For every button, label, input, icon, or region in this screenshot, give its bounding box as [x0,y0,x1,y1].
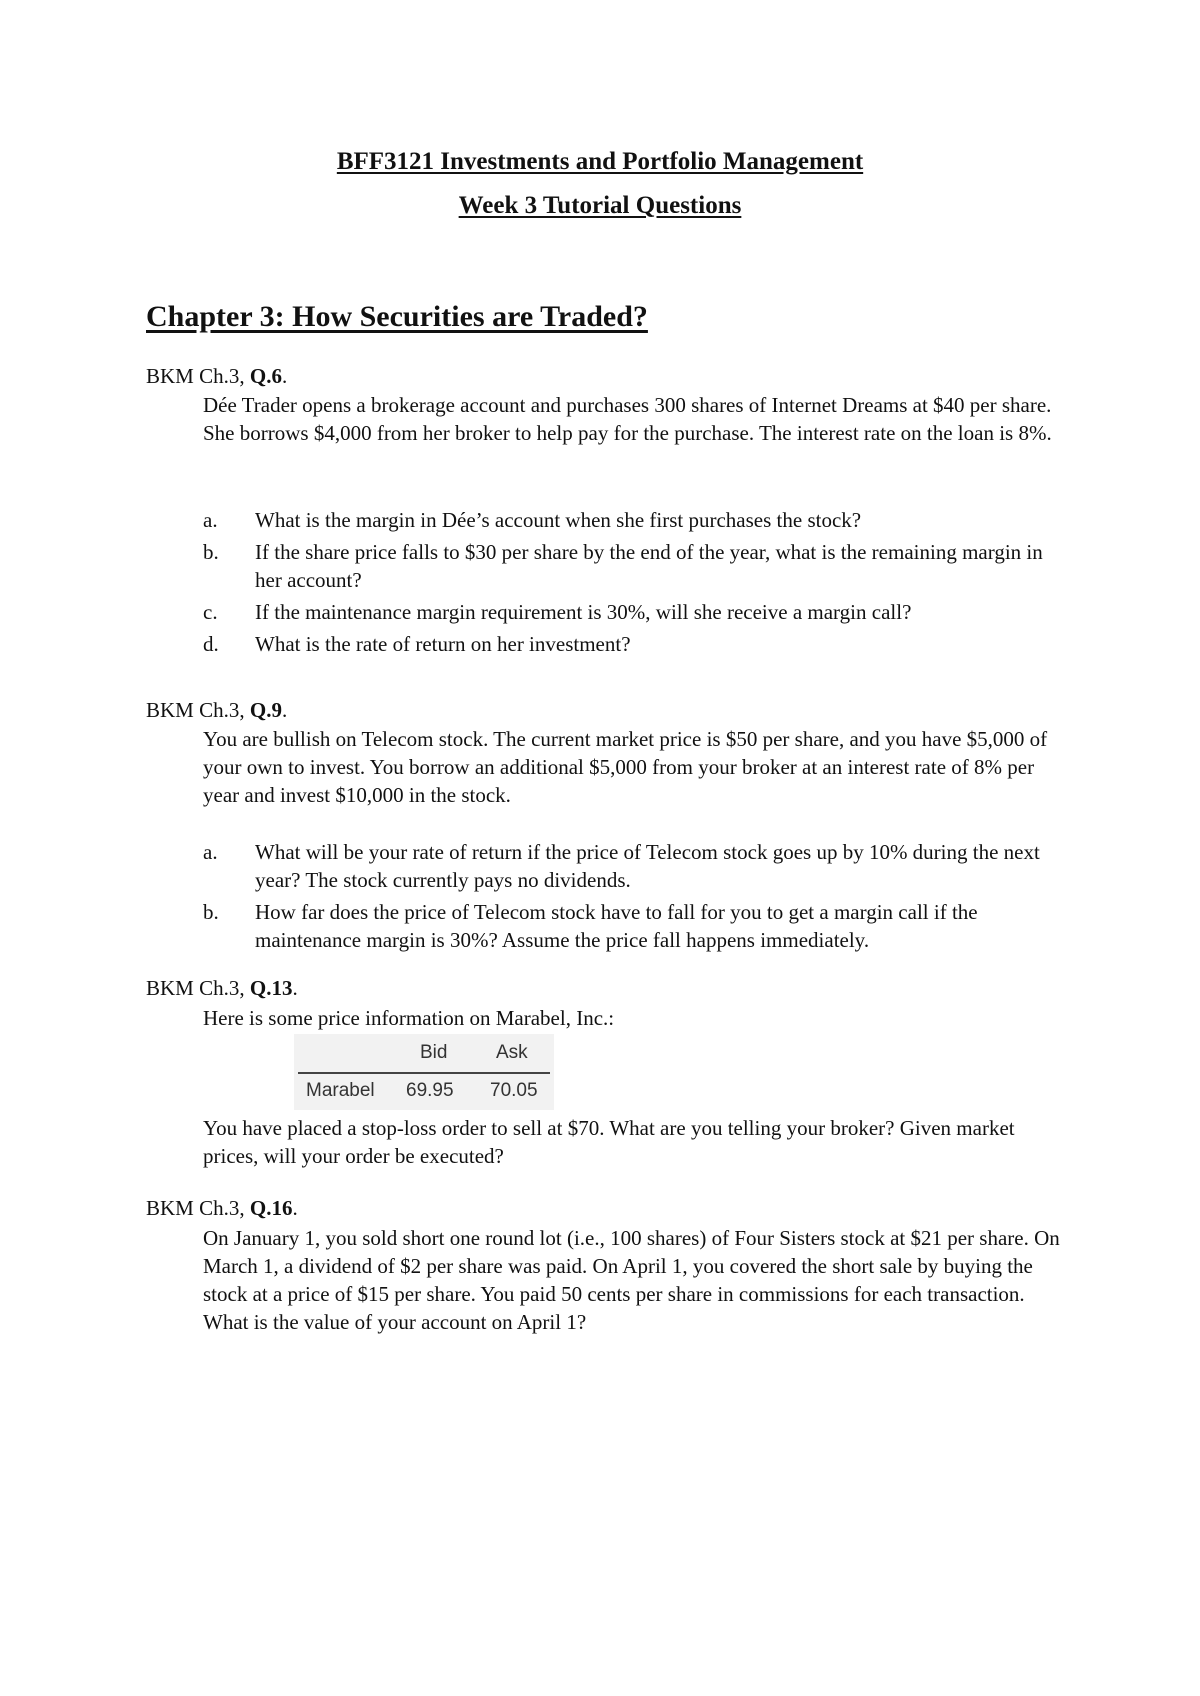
question-label-prefix: BKM Ch.3, [146,364,250,388]
part-text: What will be your rate of return if the price of Telecom stock goes up by 10% during the next year? The stock currently pays no dividends. [255,840,1040,892]
question-label-suffix: . [292,976,298,1000]
question-parts-q9 [203,838,1063,958]
question-label-suffix: . [281,698,288,722]
question-number: Q.13 [249,976,293,1000]
table-header-ask: Ask [496,1042,528,1063]
question-label-prefix: BKM Ch.3, [146,1196,250,1220]
chapter-heading: Chapter 3: How Securities are Traded? [146,300,648,333]
question-label-suffix: . [292,1196,298,1220]
question-part [203,598,1063,626]
question-number: Q.9 [249,698,282,722]
question-part [203,538,1063,594]
table-row-name: Marabel [306,1080,375,1101]
part-text: If the share price falls to $30 per share by the end of the year, what is the remaining margin in her account? [255,540,1043,592]
question-label-q16 [146,1196,298,1221]
document-title-week: Week 3 Tutorial Questions [458,192,742,219]
question-part [203,838,1063,894]
part-text: What is the rate of return on her investment? [255,632,631,656]
part-text: What is the margin in Dée’s account when she first purchases the stock? [255,508,862,532]
question-number: Q.16 [249,1196,293,1220]
question-text-q13: Here is some price information on Marabel, Inc.: [203,1006,615,1030]
question-label-suffix: . [281,364,288,388]
table-cell-ask: 70.05 [490,1080,538,1101]
question-part [203,898,1063,954]
part-letter: a. [203,508,218,532]
question-label-q9 [146,698,287,723]
question-text-q16: On January 1, you sold short one round lot (i.e., 100 shares) of Four Sisters stock at $21 per share. On March 1, a dividend of $2 per share was paid. On April 1, you covered the short sale by buying the stock at a price of $15 per share. You paid 50 cents per share in commissions for each transaction. What is the value of your account on April 1? [203,1226,1060,1334]
question-label-prefix: BKM Ch.3, [146,976,250,1000]
part-letter: d. [203,632,219,656]
question-label-q13 [146,976,298,1001]
question-text-q6: Dée Trader opens a brokerage account and purchases 300 shares of Internet Dreams at $40 per share. She borrows $4,000 from her broker to help pay for the purchase. The interest rate on the loan is 8%. [203,393,1052,445]
question-part [203,630,1063,658]
part-text: If the maintenance margin requirement is 30%, will she receive a margin call? [255,600,912,624]
document-title-course: BFF3121 Investments and Portfolio Management [336,148,864,175]
part-letter: c. [203,600,218,624]
part-text: How far does the price of Telecom stock have to fall for you to get a margin call if the maintenance margin is 30%? Assume the price fall happens immediately. [255,900,978,952]
part-letter: b. [203,900,219,924]
part-letter: b. [203,540,219,564]
question-label-q6 [146,364,287,389]
question-part [203,506,1063,534]
part-letter: a. [203,840,218,864]
question-text-q9: You are bullish on Telecom stock. The current market price is $50 per share, and you have $5,000 of your own to invest. You borrow an additional $5,000 from your broker at an interest rate of 8% per year and invest $10,000 in the stock. [203,727,1048,807]
question-parts-q6 [203,506,1063,662]
question-text-q13-followup: You have placed a stop-loss order to sell at $70. What are you telling your broker? Given market prices, will your order be executed? [203,1116,1015,1168]
question-number: Q.6 [249,364,282,388]
table-header-bid: Bid [420,1042,448,1063]
price-table [294,1034,554,1110]
table-cell-bid: 69.95 [406,1080,454,1101]
question-label-prefix: BKM Ch.3, [146,698,250,722]
